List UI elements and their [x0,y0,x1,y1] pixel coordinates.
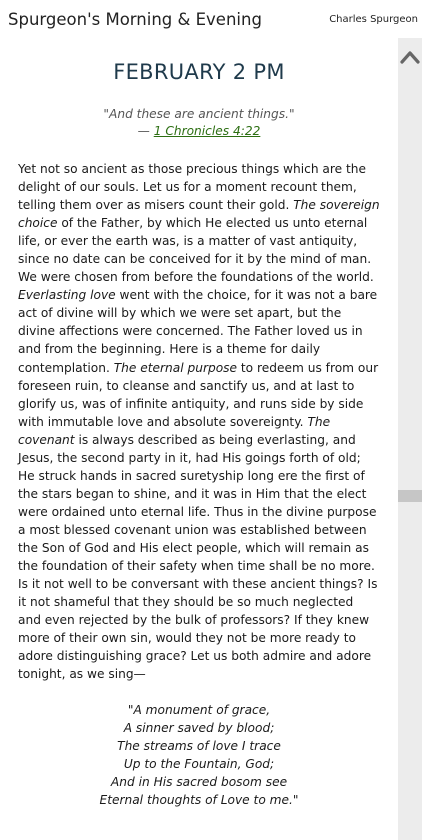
poem-line: "A monument of grace, [127,703,271,718]
emphasized-phrase: The sovereign choice [18,198,380,231]
paragraph-text: of the Father, by which He elected us unto eternal life, or ever the earth was, is a matter of vast antiquity, since no date can be conceived for it by the mind of man. We were chosen from before the foundations of the world. [18,216,374,285]
devotional-paragraph [18,160,380,683]
chevron-up-icon [400,50,420,64]
emphasized-phrase: Everlasting love [18,288,116,303]
app-header [0,0,422,38]
poem-line: And in His sacred bosom see [110,775,288,790]
verse-reference-link[interactable]: 1 Chronicles 4:22 [153,124,261,138]
paragraph-text: to redeem us from our foreseen ruin, to cleanse and sanctify us, and at last to glorify us, was of infinite antiquity, and runs side by side with immutable love and absolute sovereignty. [18,360,379,429]
verse-text: "And these are ancient things." [103,107,295,121]
paragraph-text: went with the choice, for it was not a bare act of divine will by which we were set apart, but the divine affections were concerned. The Father loved us in and from the beginning. Here is a theme for daily contemplation. [18,288,378,375]
poem-line: Eternal thoughts of Love to me." [99,793,299,808]
vertical-scrollbar[interactable] [398,38,422,840]
poem-line: A sinner saved by blood; [123,721,275,736]
paragraph-text: Yet not so ancient as those precious things which are the delight of our souls. Let us for a moment recount them, telling them over as misers count their gold. [18,162,367,213]
verse-reference-line [0,123,398,140]
emphasized-phrase: The covenant [18,414,331,447]
scroll-thumb[interactable] [398,490,422,502]
verse-block [0,106,398,140]
scroll-up-button[interactable] [398,38,422,82]
date-heading: FEBRUARY 2 PM [113,60,285,84]
verse-dash: — [137,124,154,138]
app-title: Spurgeon's Morning & Evening [8,9,262,29]
hymn-stanza [0,701,398,809]
poem-line: Up to the Fountain, God; [123,757,275,772]
reading-content[interactable] [0,38,398,840]
emphasized-phrase: The eternal purpose [113,360,238,375]
paragraph-text: is always described as being everlasting, and Jesus, the second party in it, had His goings forth of old; He struck hands in sacred suretyship long ere the first of the stars began to shine, and it was in Him that the elect were ordained unto eternal life. Thus in the divine purpose a most blessed covenant union was established between the Son of God and His elect people, which will remain as the foundation of their safety when time shall be no more. Is it not well to be conversant with these ancient things? Is it not shameful that they should be so much neglected and even rejected by the bulk of professors? If they knew more of their own sin, would they not be more ready to adore distinguishing grace? Let us both admire and adore tonight, as we sing— [18,432,378,682]
author-name: Charles Spurgeon [329,13,418,25]
poem-line: The streams of love I trace [117,739,281,754]
